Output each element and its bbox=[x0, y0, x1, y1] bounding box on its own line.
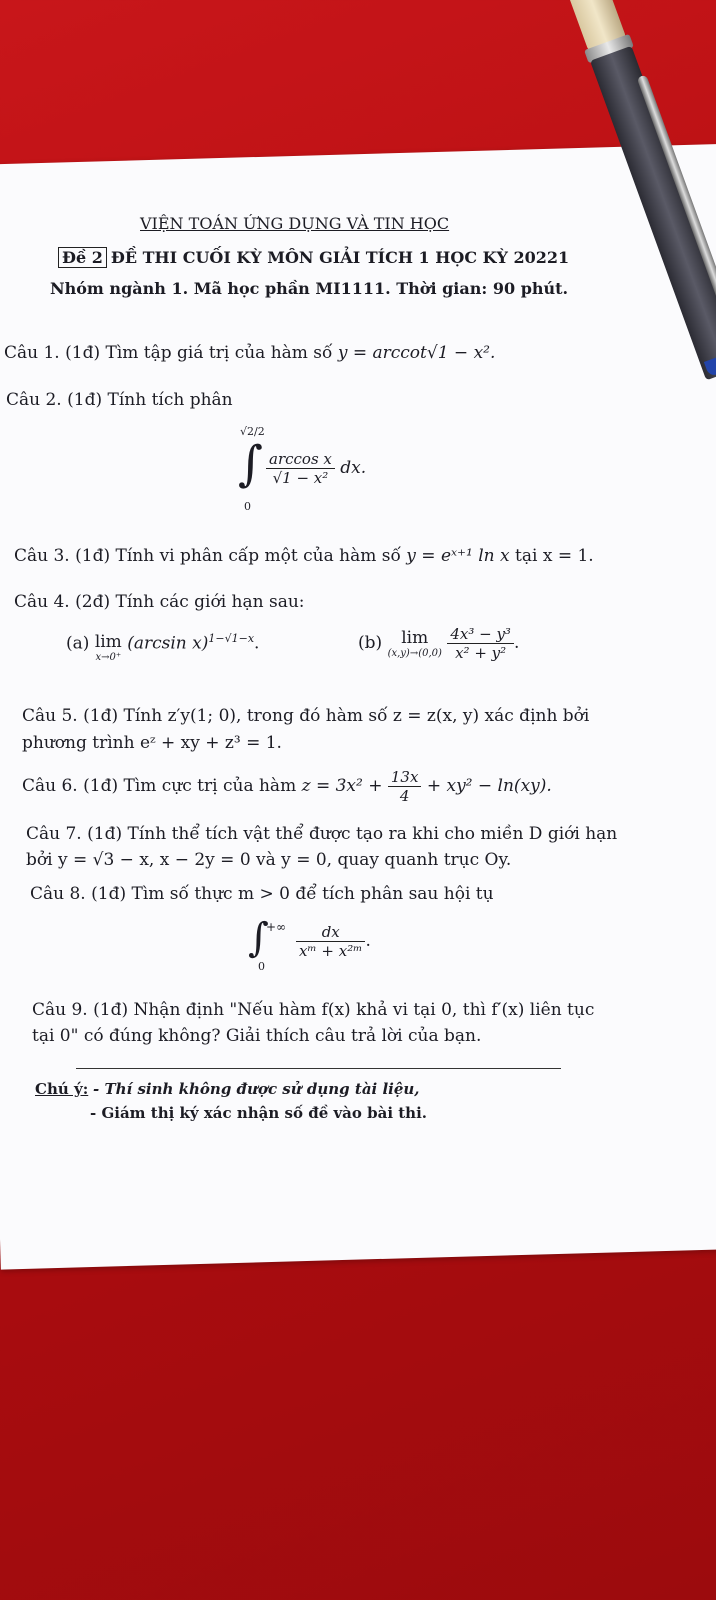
question-4a-lim-sub: x→0⁺ bbox=[95, 652, 122, 663]
question-3-formula: y = eˣ⁺¹ ln x bbox=[406, 546, 510, 566]
question-2-integrand bbox=[266, 450, 366, 487]
question-6-post: + xy² − ln(xy). bbox=[426, 776, 552, 796]
question-4b-end: . bbox=[513, 633, 520, 653]
question-3-label: Câu 3. (1đ) Tính vi phân cấp một của hàm số bbox=[14, 546, 401, 566]
question-8-label: Câu 8. (1đ) Tìm số thực m > 0 để tích phân sau hội tụ bbox=[30, 884, 494, 904]
question-4b-lim-text: lim bbox=[401, 628, 429, 648]
note-1-text: - Thí sinh không được sử dụng tài liệu, bbox=[93, 1080, 420, 1098]
note-2: - Giám thị ký xác nhận số đề vào bài thi. bbox=[90, 1104, 428, 1122]
question-6 bbox=[22, 768, 552, 805]
question-4b-fraction bbox=[447, 625, 514, 662]
question-7-line-2: bởi y = √3 − x, x − 2y = 0 và y = 0, quay quanh trục Oy. bbox=[26, 850, 512, 870]
question-4b-denominator: x² + y² bbox=[455, 644, 507, 662]
question-4a-power: 1−√1−x bbox=[208, 632, 255, 645]
question-4a-end: . bbox=[254, 633, 260, 654]
question-9-line-2: tại 0" có đúng không? Giải thích câu trả lời của bạn. bbox=[32, 1026, 482, 1046]
question-4a-limit bbox=[95, 632, 122, 663]
question-4b-numerator: 4x³ − y³ bbox=[447, 625, 514, 644]
question-5-line-1: Câu 5. (1đ) Tính z′y(1; 0), trong đó hàm số z = z(x, y) xác định bởi bbox=[22, 706, 590, 726]
question-2-label: Câu 2. (1đ) Tính tích phân bbox=[6, 390, 233, 410]
question-9-line-1: Câu 9. (1đ) Nhận định "Nếu hàm f(x) khả vi tại 0, thì f′(x) liên tục bbox=[32, 1000, 595, 1020]
question-2-numerator: arccos x bbox=[266, 450, 335, 469]
question-2-tail: dx. bbox=[340, 458, 367, 478]
question-3-tail: tại x = 1. bbox=[515, 546, 594, 566]
question-6-numerator: 13x bbox=[388, 768, 422, 787]
exam-title-text: ĐỀ THI CUỐI KỲ MÔN GIẢI TÍCH 1 HỌC KỲ 20221 bbox=[110, 248, 570, 267]
institute-name: VIỆN TOÁN ỨNG DỤNG VÀ TIN HỌC bbox=[140, 214, 450, 233]
question-2-lower-bound: 0 bbox=[244, 500, 251, 513]
question-4b bbox=[358, 625, 519, 662]
divider-line bbox=[76, 1068, 561, 1069]
question-1-label: Câu 1. (1đ) Tìm tập giá trị của hàm số bbox=[4, 343, 333, 363]
question-2-fraction bbox=[266, 450, 335, 487]
question-8-lower-bound: 0 bbox=[258, 960, 265, 973]
question-4a-expr: (arcsin x) bbox=[127, 633, 209, 654]
question-6-denominator: 4 bbox=[399, 787, 410, 805]
note-1 bbox=[35, 1080, 420, 1098]
question-4b-label: (b) bbox=[358, 633, 383, 653]
exam-subtitle: Nhóm ngành 1. Mã học phần MI1111. Thời gian: 90 phút. bbox=[50, 279, 569, 298]
question-2-upper-bound: √2/2 bbox=[240, 425, 265, 438]
question-4a-label: (a) bbox=[66, 633, 90, 654]
question-6-label: Câu 6. (1đ) Tìm cực trị của hàm bbox=[22, 776, 297, 796]
question-3 bbox=[14, 546, 594, 566]
question-5-line-2: phương trình eᶻ + xy + z³ = 1. bbox=[22, 733, 282, 753]
question-4b-limit bbox=[388, 628, 442, 659]
question-6-fraction bbox=[388, 768, 422, 805]
exam-title bbox=[58, 248, 569, 267]
question-8-upper-bound: +∞ bbox=[266, 920, 287, 934]
question-1-formula: y = arccot√1 − x². bbox=[337, 343, 496, 363]
question-8-fraction bbox=[296, 923, 365, 960]
question-2-denominator: √1 − x² bbox=[272, 469, 329, 487]
exam-code-box: Đề 2 bbox=[58, 247, 107, 268]
question-1 bbox=[4, 343, 495, 363]
integral-sign-1: ∫ bbox=[238, 436, 264, 492]
note-label: Chú ý: bbox=[35, 1080, 89, 1098]
question-4a bbox=[66, 632, 259, 663]
integral-sign-2: ∫ bbox=[248, 915, 269, 961]
question-4b-lim-sub: (x,y)→(0,0) bbox=[387, 648, 442, 659]
question-8-integrand bbox=[296, 923, 371, 960]
question-8-end: . bbox=[365, 931, 371, 951]
question-7-line-1: Câu 7. (1đ) Tính thể tích vật thể được tạo ra khi cho miền D giới hạn bbox=[26, 824, 618, 844]
question-6-pre: z = 3x² + bbox=[301, 776, 383, 796]
question-4-label: Câu 4. (2đ) Tính các giới hạn sau: bbox=[14, 592, 305, 612]
question-4a-lim-text: lim bbox=[94, 632, 122, 652]
question-8-numerator: dx bbox=[296, 923, 365, 942]
question-8-denominator: xᵐ + x²ᵐ bbox=[299, 942, 363, 960]
